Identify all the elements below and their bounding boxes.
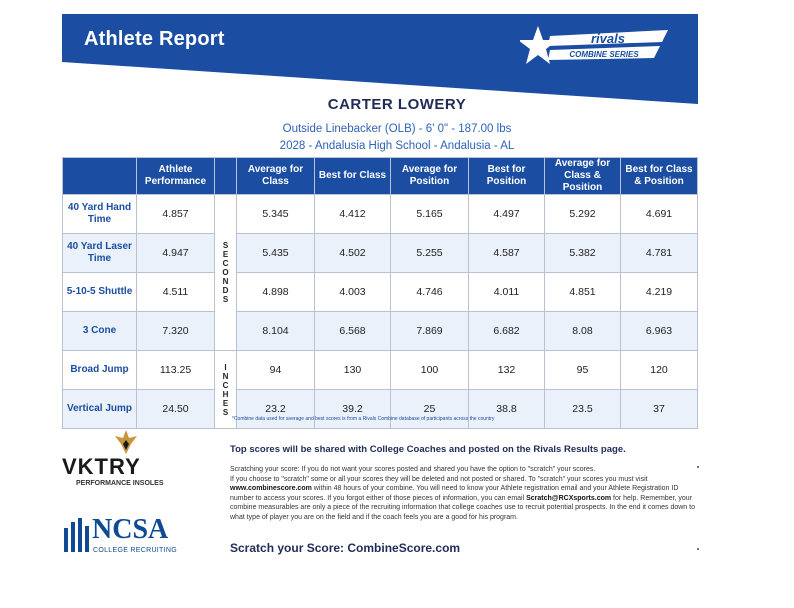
table-cell: 4.011 [469,273,545,312]
ncsa-logo [62,514,192,559]
row-label: 40 Yard Hand Time [63,195,137,234]
table-cell: 37 [621,390,698,429]
table-cell: 7.869 [391,312,469,351]
athlete-name: CARTER LOWERY [327,96,467,113]
instructions-p2c: for help. Remember, your combine measurables are only a piece of the recruiting information that college coaches use to recruit potential prospects. In the end it comes down to what type of player you are on the field and if the coach feels you are a good for his program. [230,494,695,521]
header-cell: Average for Position [391,158,469,195]
table-row [63,312,698,351]
athlete-value: 4.511 [137,273,215,312]
athlete-value: 4.857 [137,195,215,234]
footnote: *Combine data used for average and best scores is from a Rivals Combine database of participants across the country [232,416,495,422]
combinescore-link[interactable]: www.combinescore.com [230,485,312,492]
instructions-p2b: within 48 hours of your combine. You will need to know your Athlete registration email and your Athlete Registration ID number to access your scores. If you forgot either of those pieces of information, you can email [230,485,679,502]
stray-dot [697,466,699,468]
stray-dot [697,548,699,550]
unit-letter: H [222,389,229,399]
header-cell: Average for Class & Position [545,158,621,195]
row-label: Vertical Jump [63,390,137,429]
table-cell: 8.104 [237,312,315,351]
header-corner [63,158,137,195]
table-cell: 94 [237,351,315,390]
table-cell: 4.691 [621,195,698,234]
table-cell: 4.003 [315,273,391,312]
table-cell: 120 [621,351,698,390]
table-cell: 4.851 [545,273,621,312]
athlete-position-line: Outside Linebacker (OLB) - 6' 0" - 187.00 lbs [282,123,512,135]
vktry-logo [62,430,190,490]
table-cell: 39.2 [315,390,391,429]
table-cell: 4.219 [621,273,698,312]
header-unit-spacer [215,158,237,195]
table-cell: 4.502 [315,234,391,273]
table-cell: 4.412 [315,195,391,234]
row-label: 3 Cone [63,312,137,351]
unit-letter: N [222,371,229,381]
table-cell: 4.898 [237,273,315,312]
vktry-brand: VKTRY [62,454,141,479]
ncsa-brand: NCSA [92,514,169,545]
unit-letter: N [222,277,229,286]
ncsa-pillars-icon [62,516,90,552]
scratch-cta[interactable]: Scratch your Score: CombineScore.com [230,541,461,555]
unit-letter: C [222,380,229,390]
table-cell: 5.255 [391,234,469,273]
header-cell: Average for Class [237,158,315,195]
table-row [63,195,698,234]
athlete-value: 24.50 [137,390,215,429]
table-cell: 25 [391,390,469,429]
table-cell: 4.781 [621,234,698,273]
table-cell: 130 [315,351,391,390]
table-cell: 23.5 [545,390,621,429]
vktry-crest-icon [115,430,137,454]
unit-letter: E [222,250,229,259]
table-cell: 6.963 [621,312,698,351]
unit-letter: S [222,295,229,304]
table-cell: 100 [391,351,469,390]
instructions-p2a: If you choose to "scratch" some or all your scores they will be deleted and not posted or shared. To "scratch" your scores you must visit [230,475,648,483]
scratch-instructions [230,465,698,522]
unit-letter: S [222,241,229,250]
table-cell: 6.682 [469,312,545,351]
table-cell: 23.2 [237,390,315,429]
table-cell: 5.165 [391,195,469,234]
unit-letter: O [222,268,229,277]
table-row [63,351,698,390]
row-label: 40 Yard Laser Time [63,234,137,273]
unit-letter: D [222,286,229,295]
report-title: Athlete Report [84,28,225,50]
instructions-p1: Scratching your score: If you do not want your scores posted and shared you have the option to "scratch" your scores. [230,466,596,473]
unit-letter: S [222,407,229,417]
header-cell: Best for Class [315,158,391,195]
results-table [62,157,698,429]
table-cell: 6.568 [315,312,391,351]
table-cell: 8.08 [545,312,621,351]
table-row [63,390,698,429]
unit-letter: C [222,259,229,268]
rivals-star-icon [520,22,670,72]
table-row [63,234,698,273]
vktry-subtitle: PERFORMANCE INSOLES [76,480,164,487]
combine-series-text: COMBINE SERIES [569,50,639,59]
table-header-row [63,158,698,195]
table-cell: 5.435 [237,234,315,273]
table-cell: 5.345 [237,195,315,234]
unit-letter: I [224,362,227,372]
athlete-school-line: 2028 - Andalusia High School - Andalusia - AL [279,140,515,152]
row-label: Broad Jump [63,351,137,390]
table-cell: 4.497 [469,195,545,234]
unit-letter: E [222,398,229,408]
athlete-value: 4.947 [137,234,215,273]
header-cell: Athlete Performance [137,158,215,195]
scratch-email-link[interactable]: Scratch@RCXsports.com [526,494,612,502]
ncsa-subtitle: COLLEGE RECRUITING [93,547,177,554]
table-cell: 38.8 [469,390,545,429]
scores-headline: Top scores will be shared with College Coaches and posted on the Rivals Results page. [230,444,626,455]
row-label: 5-10-5 Shuttle [63,273,137,312]
rivals-logo [520,22,670,72]
table-cell: 95 [545,351,621,390]
table-cell: 5.292 [545,195,621,234]
table-row [63,273,698,312]
header-cell: Best for Class & Position [621,158,698,195]
header-cell: Best for Position [469,158,545,195]
table-cell: 4.587 [469,234,545,273]
table-cell: 132 [469,351,545,390]
rivals-logo-text: rivals [591,31,625,46]
athlete-value: 7.320 [137,312,215,351]
table-cell: 5.382 [545,234,621,273]
unit-seconds [215,195,237,351]
table-cell: 4.746 [391,273,469,312]
athlete-value: 113.25 [137,351,215,390]
